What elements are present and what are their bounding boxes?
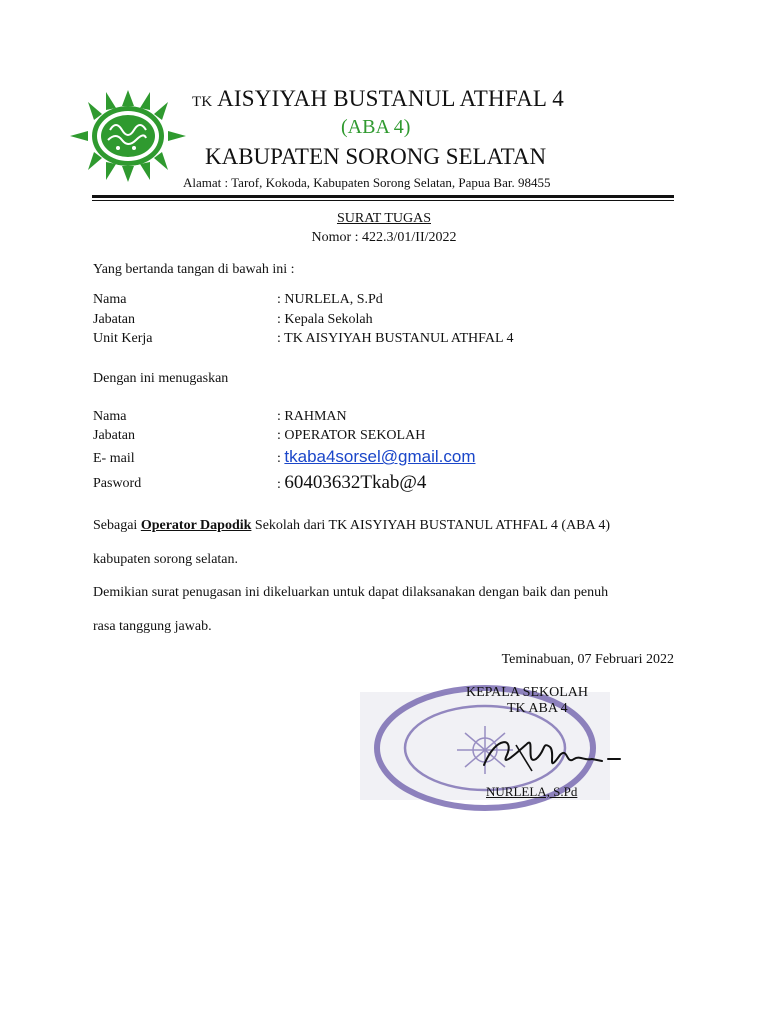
paragraph-closing: Demikian surat penugasan ini dikeluarkan untuk dapat dilaksanakan dengan baik dan penuh: [93, 585, 609, 600]
header-rule-thick: [92, 195, 674, 198]
password-colon: :: [277, 477, 285, 492]
email-colon: :: [277, 451, 285, 466]
role-emphasis: Operator Dapodik: [140, 518, 252, 533]
assignee-position-value: : OPERATOR SEKOLAH: [277, 428, 426, 443]
signature-title: KEPALA SEKOLAH: [466, 685, 588, 700]
paragraph-closing-line2: rasa tanggung jawab.: [93, 619, 212, 634]
assignee-name-value: : RAHMAN: [277, 409, 347, 424]
assignee-email-row: [277, 447, 476, 467]
signer-position-value: : Kepala Sekolah: [277, 312, 373, 327]
assignee-name-label: Nama: [93, 409, 127, 424]
tk-prefix: TK: [192, 94, 213, 110]
letter-title: SURAT TUGAS: [336, 211, 431, 226]
school-address: Alamat : Tarof, Kokoda, Kabupaten Sorong Selatan, Papua Bar. 98455: [183, 175, 551, 190]
paragraph-assignment: [93, 518, 675, 534]
school-name-text: AISYIYAH BUSTANUL ATHFAL 4: [217, 86, 564, 111]
signer-unit-label: Unit Kerja: [93, 331, 153, 346]
handwritten-signature-icon: [476, 725, 626, 785]
assignee-password-label: Pasword: [93, 476, 142, 491]
password-value: 60403632Tkab@4: [284, 472, 427, 493]
signature-name: NURLELA, S.Pd: [486, 784, 578, 799]
paragraph-prefix: Sebagai: [93, 518, 141, 533]
regency-name: KABUPATEN SORONG SELATAN: [205, 144, 547, 169]
school-abbreviation: (ABA 4): [341, 116, 411, 138]
letter-number: Nomor : 422.3/01/II/2022: [311, 230, 457, 245]
paragraph-assignment-line2: kabupaten sorong selatan.: [93, 552, 239, 567]
signature-subtitle: TK ABA 4: [507, 701, 568, 716]
signer-name-value: : NURLELA, S.Pd: [277, 292, 383, 307]
assignee-position-label: Jabatan: [93, 428, 135, 443]
school-name: [192, 86, 564, 112]
email-link[interactable]: tkaba4sorsel@gmail.com: [284, 447, 476, 466]
assignee-password-row: [277, 472, 426, 494]
assign-text: Dengan ini menugaskan: [93, 371, 229, 386]
header-rule-thin: [92, 200, 674, 201]
intro-text: Yang bertanda tangan di bawah ini :: [93, 262, 295, 277]
signer-name-label: Nama: [93, 292, 127, 307]
signer-unit-value: : TK AISYIYAH BUSTANUL ATHFAL 4: [277, 331, 514, 346]
signer-position-label: Jabatan: [93, 312, 135, 327]
muhammadiyah-logo-icon: [58, 88, 198, 184]
signature-date: Teminabuan, 07 Februari 2022: [501, 652, 674, 667]
assignee-email-label: E- mail: [93, 451, 135, 466]
paragraph-suffix: Sekolah dari TK AISYIYAH BUSTANUL ATHFAL 4 (ABA 4): [251, 518, 611, 533]
